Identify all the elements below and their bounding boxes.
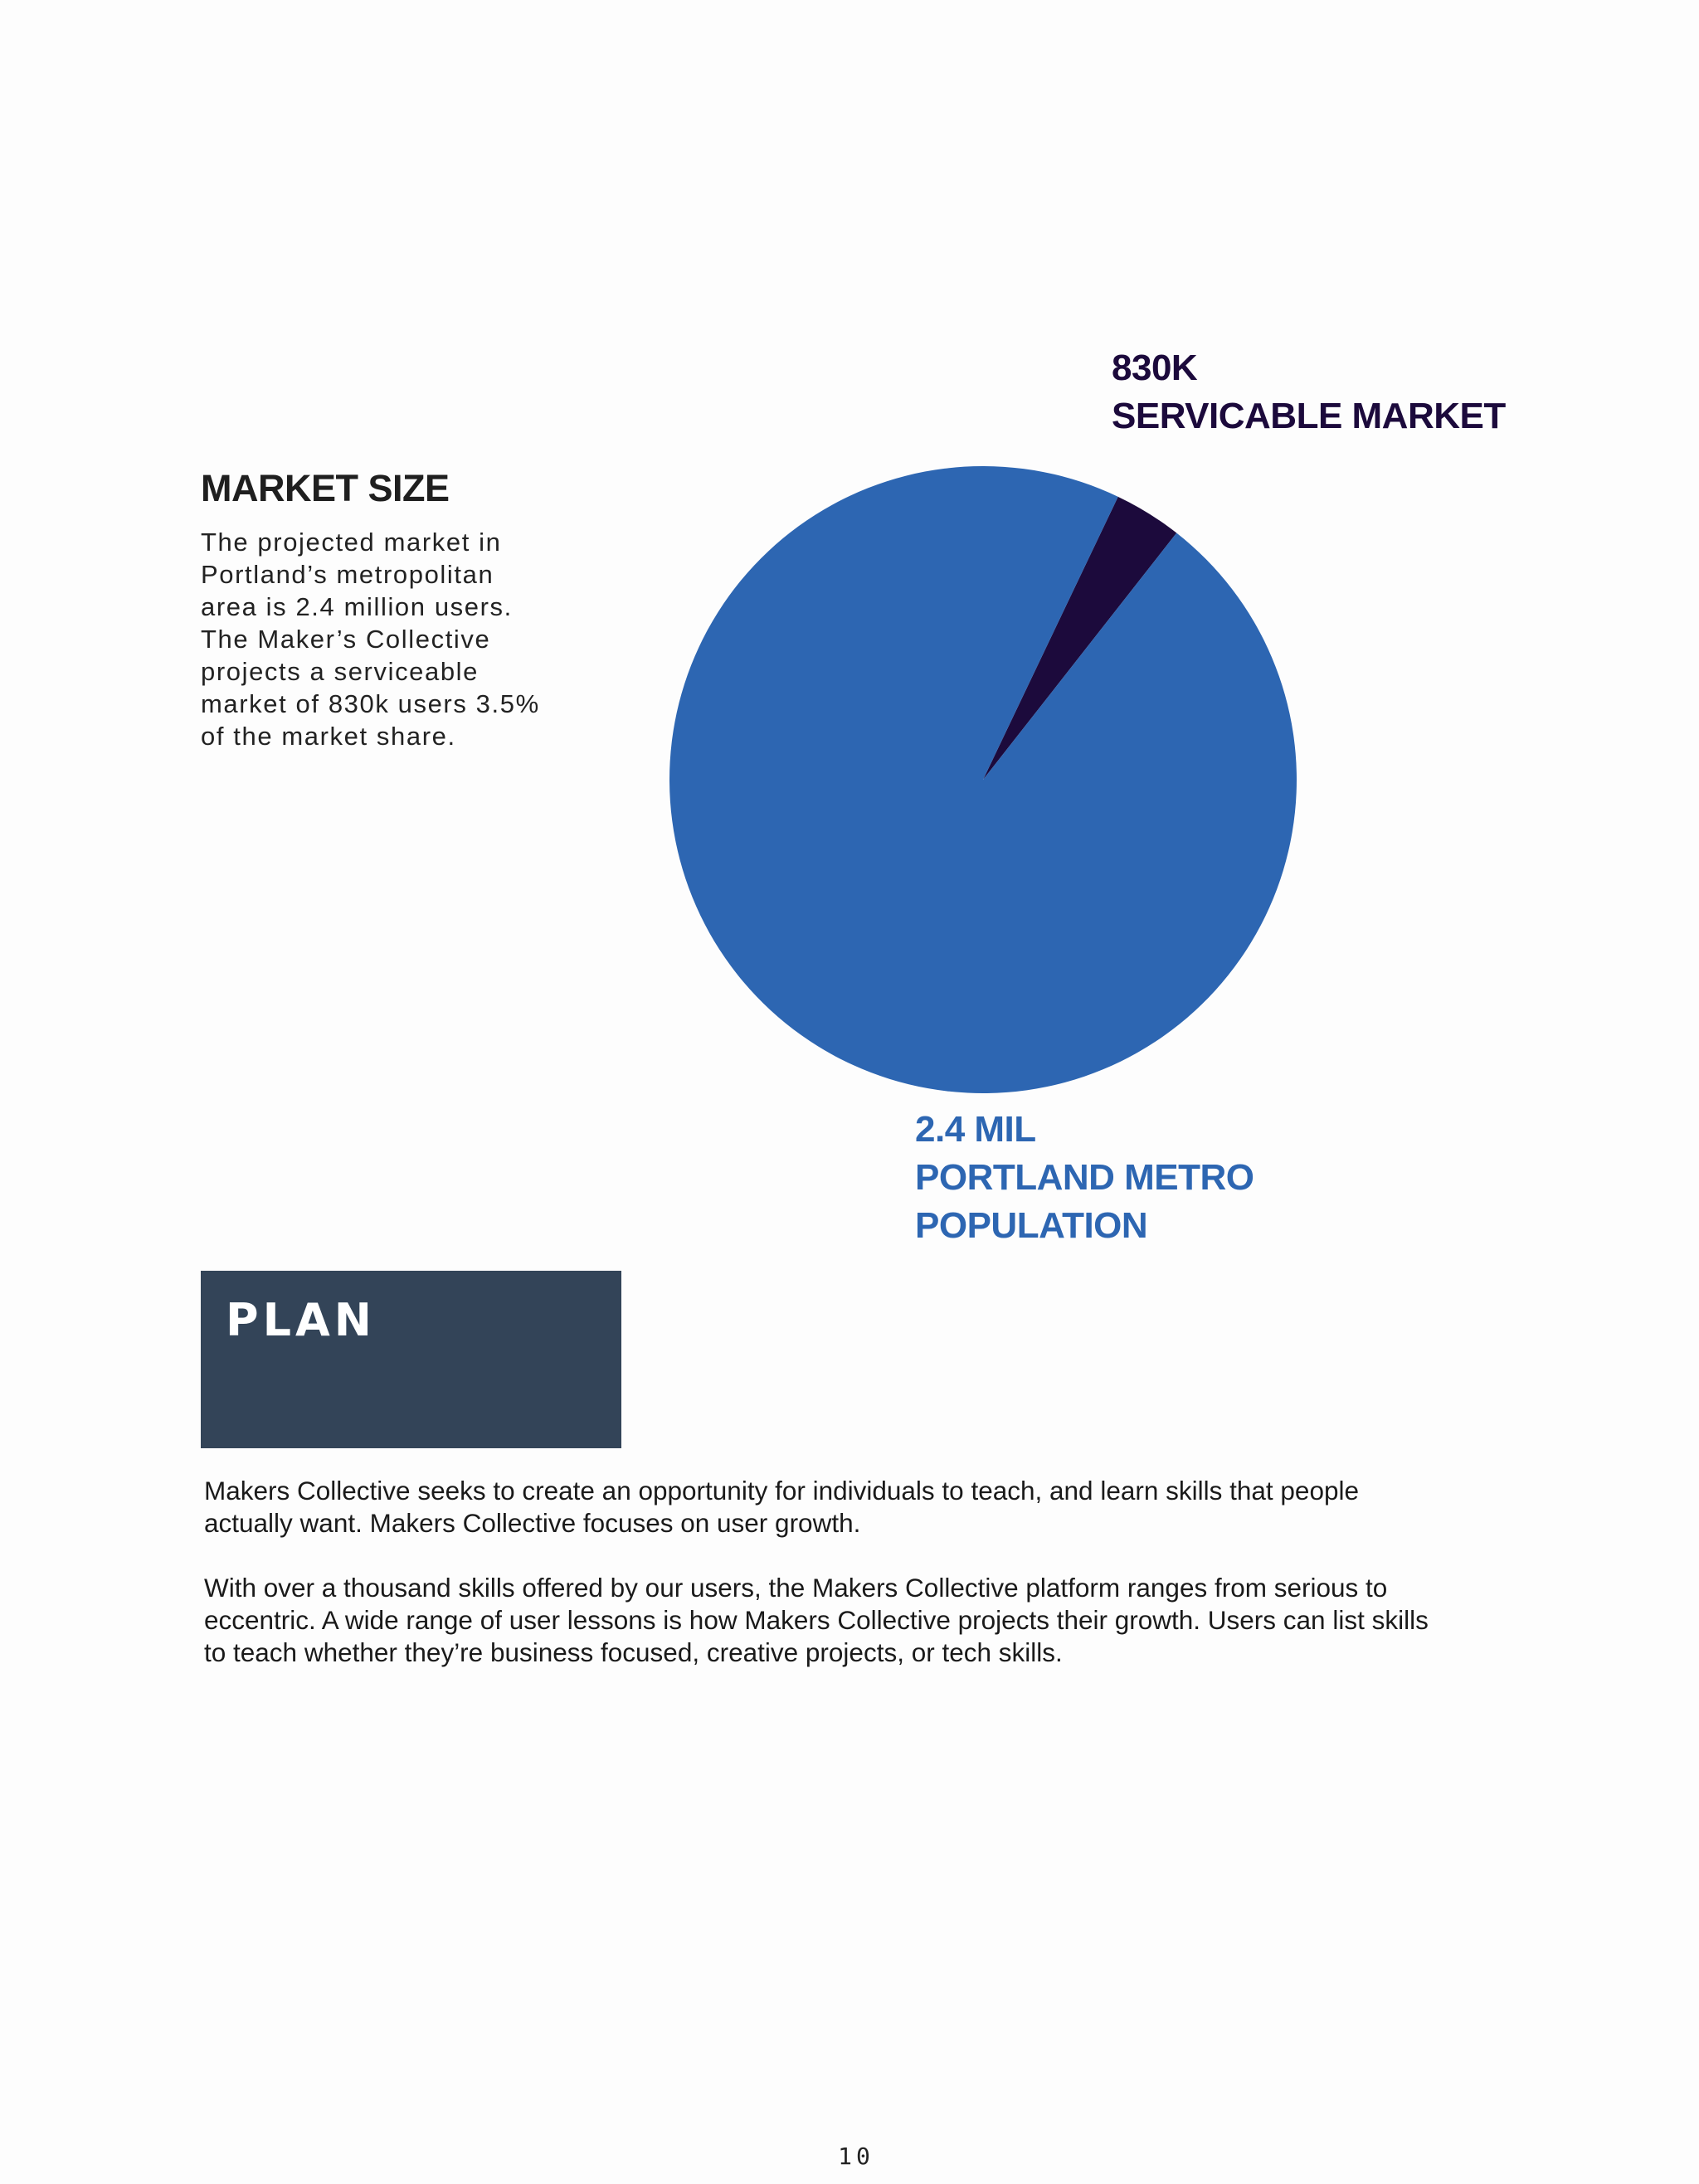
page-number: 10	[838, 2143, 874, 2170]
population-label	[915, 1106, 1254, 1250]
population-caption-line2: POPULATION	[915, 1205, 1148, 1246]
pie-chart-svg	[668, 465, 1298, 1095]
plan-banner	[201, 1271, 621, 1448]
plan-paragraph-1: Makers Collective seeks to create an opportunity for individuals to teach, and learn skills that people actually want. Makers Collective focuses on user growth.	[204, 1476, 1359, 1538]
plan-heading: PLAN	[226, 1294, 376, 1346]
serviceable-market-value: 830K	[1112, 348, 1198, 388]
population-value: 2.4 MIL	[915, 1109, 1036, 1150]
market-size-description: The projected market in Portland’s metropolitan area is 2.4 million users. The Maker’s Collective projects a serviceable market of 830k users 3.5% of the market share.	[201, 528, 540, 751]
serviceable-market-label	[1112, 344, 1506, 440]
market-size-heading: MARKET SIZE	[201, 467, 450, 509]
market-pie-chart	[668, 465, 1298, 1095]
pie-slice-2	[669, 466, 1297, 1093]
plan-text	[204, 1475, 1448, 1701]
plan-paragraph-2: With over a thousand skills offered by our users, the Makers Collective platform ranges from serious to eccentric. A wide range of user lessons is how Makers Collective projects their growth. Users can list skills to teach whether they’re business focused, creative projects, or tech skills.	[204, 1573, 1429, 1667]
population-caption-line1: PORTLAND METRO	[915, 1157, 1254, 1198]
serviceable-market-caption: SERVICABLE MARKET	[1112, 396, 1506, 436]
